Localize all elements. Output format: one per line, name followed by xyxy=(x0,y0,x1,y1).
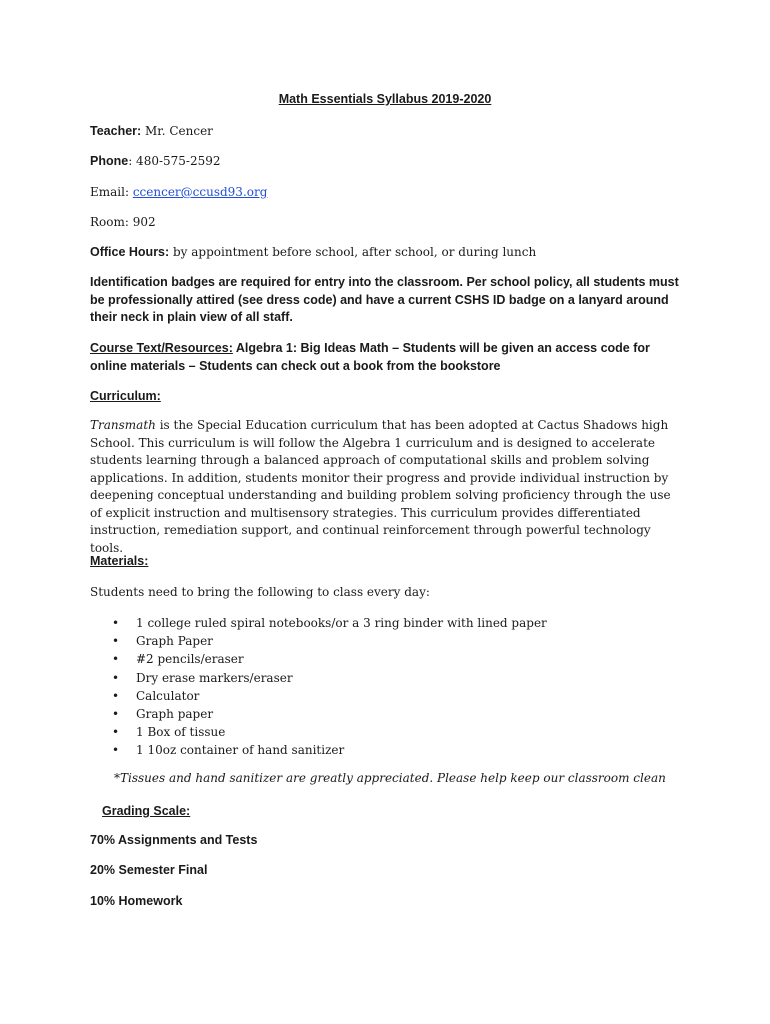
office-hours-line xyxy=(90,243,536,261)
email-line xyxy=(90,183,267,201)
phone-label: Phone xyxy=(90,154,129,168)
grading-heading-text: Grading Scale: xyxy=(102,804,191,818)
list-item: • 1 college ruled spiral notebooks/or a 3 ring binder with lined paper xyxy=(90,614,547,632)
curriculum-heading xyxy=(90,387,161,405)
grading-item: 10% Homework xyxy=(90,894,183,908)
bullet-icon: • xyxy=(112,652,120,667)
email-link[interactable]: ccencer@ccusd93.org xyxy=(132,185,268,199)
phone-value: : 480-575-2592 xyxy=(128,154,221,168)
list-item: • Dry erase markers/eraser xyxy=(90,669,547,687)
office-hours-value: by appointment before school, after school, or during lunch xyxy=(169,245,537,259)
list-item: • Calculator xyxy=(90,687,547,705)
phone-line xyxy=(90,152,221,170)
list-item: • Graph paper xyxy=(90,705,547,723)
teacher-label: Teacher: xyxy=(90,124,142,138)
list-item: • #2 pencils/eraser xyxy=(90,650,547,668)
grading-item: 70% Assignments and Tests xyxy=(90,833,258,847)
bullet-icon: • xyxy=(112,707,120,722)
list-item: • 1 Box of tissue xyxy=(90,723,547,741)
materials-heading xyxy=(90,552,148,570)
curriculum-heading-text: Curriculum: xyxy=(90,389,161,403)
teacher-line xyxy=(90,122,213,140)
bullet-icon: • xyxy=(112,688,120,703)
curriculum-paragraph xyxy=(90,417,680,557)
email-label: Email: xyxy=(90,185,133,199)
course-text-section xyxy=(90,340,680,375)
bullet-icon: • xyxy=(112,616,120,630)
page-title: Math Essentials Syllabus 2019-2020 xyxy=(278,92,492,106)
id-badge-notice: Identification badges are required for entry into the classroom. Per school policy, all students must be professionally attired (see dress code) and have a current CSHS ID badge on a lanyard around their neck in plain view of all staff. xyxy=(90,275,679,324)
office-hours-label: Office Hours: xyxy=(90,245,170,259)
grading-item: 20% Semester Final xyxy=(90,863,208,877)
bullet-icon: • xyxy=(112,725,120,740)
grading-heading xyxy=(102,802,190,820)
curriculum-emphasis: Transmath xyxy=(90,418,156,432)
teacher-value: Mr. Cencer xyxy=(141,124,213,138)
curriculum-body: is the Special Education curriculum that has been adopted at Cactus Shadows high School. This curriculum is will follow the Algebra 1 curriculum and is designed to accelerate students learning through a balanced approach of computational skills and problem solving applications. In addition, students monitor their progress and provide individual instruction by deepening conceptual understanding and building problem solving proficiency through the use of explicit instruction and multisensory strategies. This curriculum provides differentiated instruction, remediation support, and continual reinforcement through powerful technology tools. xyxy=(90,418,671,555)
materials-heading-text: Materials: xyxy=(90,554,149,568)
list-item: • Graph Paper xyxy=(90,632,547,650)
bullet-icon: • xyxy=(112,743,120,758)
course-text-label: Course Text/Resources: xyxy=(90,341,233,355)
list-item: • 1 10oz container of hand sanitizer xyxy=(90,741,547,759)
materials-intro: Students need to bring the following to class every day: xyxy=(90,585,430,599)
materials-list xyxy=(90,614,547,760)
materials-note: *Tissues and hand sanitizer are greatly appreciated. Please help keep our classroom clean xyxy=(114,771,666,785)
course-text-value: Algebra 1: Big Ideas Math – Students will be given an access code for online materials – Students can check out a book from the bookstore xyxy=(90,341,650,373)
room-line: Room: 902 xyxy=(90,215,156,229)
bullet-icon: • xyxy=(112,634,120,649)
bullet-icon: • xyxy=(112,670,120,685)
